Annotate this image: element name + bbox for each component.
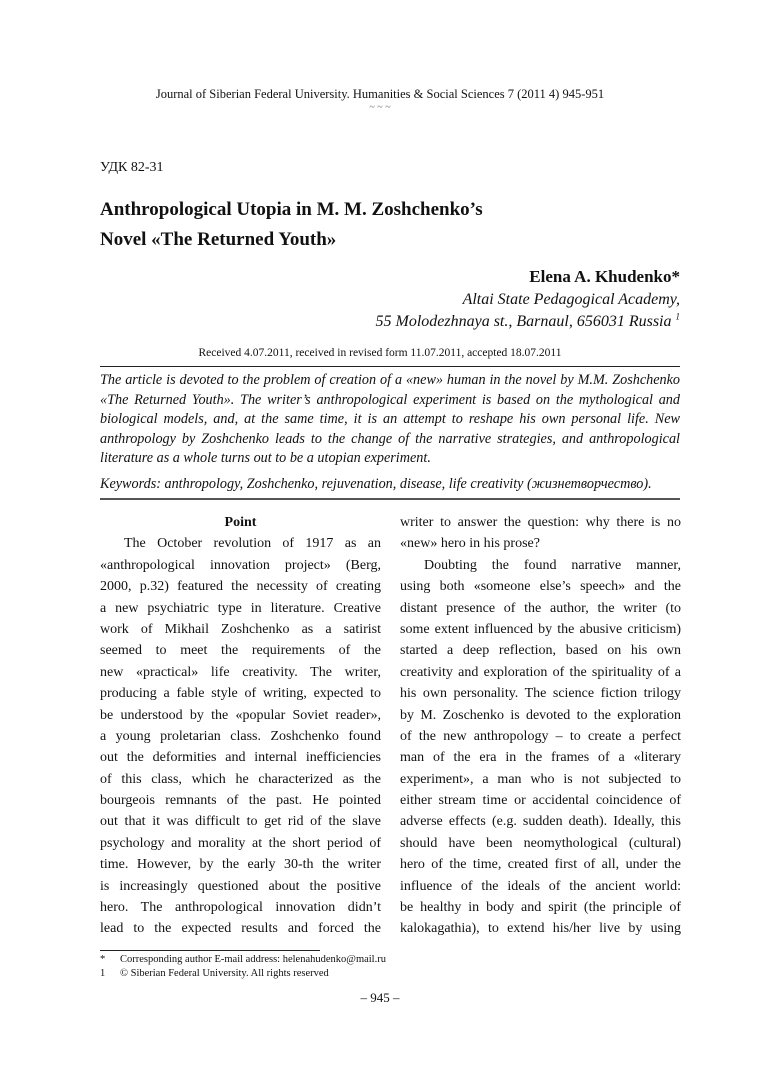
footnote (100, 967, 329, 980)
text-line: started a deep reflection, based on his own (400, 643, 681, 659)
text-line: time. However, by the early 30-th the writer (100, 857, 381, 873)
abstract: The article is devoted to the problem of creation of a «new» human in the novel by M.M. Zoshchenko «The Returned Youth». The writer’s anthropological experiment is based on the mythological and biological models, and, at the same time, it is an attempt to reshape his own personal life. New anthropology by Zoshchenko leads to the change of the narrative strategies, and anthropological literature as a whole turns out to be a utopian experiment. (100, 372, 680, 466)
text-line: his own personality. The science fiction trilogy (400, 686, 681, 702)
text-line: 2000, p.32) featured the necessity of creating (100, 579, 381, 595)
text-line: some extent influenced by the abusive criticism) (400, 621, 681, 637)
text-line: a new psychiatric type in literature. Creative (100, 600, 381, 616)
affiliation-mark: 1 (675, 311, 680, 322)
text-line: be healthy in body and spirit (the principle of (400, 900, 681, 916)
text-line: influence of the ideals of the ancient world: (400, 878, 681, 894)
keywords: Keywords: anthropology, Zoshchenko, rejuvenation, disease, life creativity (жизнетворчество). (100, 475, 680, 500)
text-line: «anthropological innovation project» (Berg, (100, 557, 381, 573)
divider (100, 366, 680, 367)
text-line: writer to answer the question: why there is no (400, 515, 681, 530)
footnote (100, 953, 386, 966)
text-line: psychology and morality at the short period of (100, 835, 381, 851)
footnote-rule (100, 950, 320, 951)
right-column (400, 512, 681, 940)
text-line: seemed to meet the requirements of the (100, 643, 381, 659)
affiliation-line (376, 311, 681, 333)
text-line: of this class, which he characterized as the (100, 771, 381, 787)
text-line: Doubting the found narrative manner, (424, 557, 681, 573)
text-line: producing a fable style of writing, expected to (100, 686, 381, 702)
text-line: either stream time or accidental coincidence of (400, 793, 681, 809)
affiliation (376, 289, 681, 333)
text-line: hero. The anthropological innovation didn’t (100, 900, 381, 916)
header-separator: ~ ~ ~ (369, 102, 391, 113)
text-line: adverse effects (e.g. sudden death). Ideally, this (400, 814, 681, 830)
text-line: work of Mikhail Zoshchenko as a satirist (100, 621, 381, 637)
text-line: out that it was difficult to get rid of the slave (100, 814, 381, 830)
author-name: Elena A. Khudenko* (529, 267, 680, 286)
page-number: – 945 – (360, 990, 400, 1005)
text-line: using both «someone else’s speech» and the (400, 579, 681, 595)
text-line: by M. Zoschenko is devoted to the exploration (400, 707, 681, 723)
text-line: of the new anthropology – to create a perfect (400, 728, 681, 744)
left-column (100, 512, 381, 940)
text-line: out the deformities and internal inefficiencies (100, 750, 381, 766)
text-line: bourgeois remnants of the past. He pointed (100, 793, 381, 809)
footnote-mark: 1 (100, 968, 106, 979)
journal-header: Journal of Siberian Federal University. Humanities & Social Sciences 7 (2011 4) 945-951 (155, 87, 605, 101)
text-line: kalokagathia), to extend his/her live by using (400, 921, 681, 937)
text-line: a young proletarian class. Zoshchenko found (100, 728, 381, 744)
received-dates: Received 4.07.2011, received in revised form 11.07.2011, accepted 18.07.2011 (198, 347, 562, 359)
abstract-block (100, 371, 680, 500)
footnote-text: Corresponding author E-mail address: helenahudenko@mail.ru (120, 954, 386, 965)
text-line: distant presence of the author, the writer (to (400, 600, 681, 616)
text-line: lead to the expected results and forced the (100, 921, 381, 937)
title-line: Novel «The Returned Youth» (100, 229, 337, 250)
text-line: creativity and exploration of the spirituality of a (400, 664, 681, 680)
footnote-text: © Siberian Federal University. All rights reserved (120, 968, 329, 979)
text-line: new «practical» life creativity. The writer, (100, 664, 381, 680)
text-line: hero of the time, created first of all, under the (400, 857, 681, 873)
udk-code: УДК 82-31 (100, 160, 164, 175)
text-line: The October revolution of 1917 as an (124, 536, 381, 552)
text-line: is increasingly questioned about the positive (100, 878, 381, 894)
text-line: man of the era in the frames of a «literary (400, 750, 681, 766)
text-line: should have been neomythological (cultural) (400, 835, 681, 851)
section-heading: Point (224, 515, 257, 530)
article-title (100, 195, 483, 255)
footnote-mark: * (100, 954, 106, 965)
text-line: «new» hero in his prose? (400, 536, 540, 552)
text-line: be understood by the «popular Soviet reader», (100, 707, 381, 723)
address: 55 Molodezhnaya st., Barnaul, 656031 Russia (375, 313, 672, 330)
text-line: experiment», a man who is not subjected to (400, 771, 681, 787)
title-line: Anthropological Utopia in M. M. Zoshchenko’s (100, 199, 483, 220)
affiliation-line: Altai State Pedagogical Academy, (462, 291, 680, 308)
